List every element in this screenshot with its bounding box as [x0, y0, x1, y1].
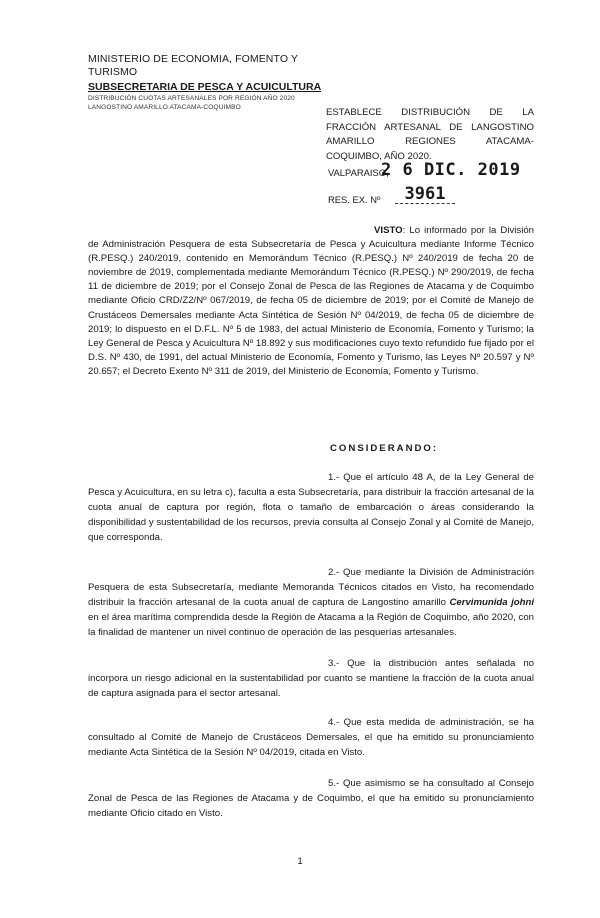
subsecretaria-name: SUBSECRETARIA DE PESCA Y ACUICULTURA — [88, 81, 322, 93]
letterhead — [88, 53, 348, 112]
letterhead-line-4: LANGOSTINO AMARILLO ATACAMA-COQUIMBO — [88, 104, 241, 111]
letterhead-line-3: DISTRIBUCIÓN CUOTAS ARTESANALES POR REGIÓN AÑO 2020 — [88, 95, 295, 102]
species-name: Cervimunida johni — [449, 597, 534, 608]
considerando-5: 5.- Que asimismo se ha consultado al Consejo Zonal de Pesca de las Regiones de Atacama y de Coquimbo, el que ha emitido su pronunciamiento mediante Oficio citado en Visto. — [88, 778, 534, 819]
visto-text: : Lo informado por la División de Administración Pesquera de esta Subsecretaría de Pesca y Acuicultura mediante Informe Técnico (R.PESQ.) 240/2019, contenido en Memorándum Técnico (R.PESQ.) Nº 240/2019 de fecha 20 de noviembre de 2019, complementada mediante Memorándum Técnico (R.PESQ.) Nº 290/2019, de fecha 11 de diciembre de 2019; por el Consejo Zonal de Pesca de las Regiones de Atacama y de Coquimbo mediante Oficio CRD/Z2/Nº 067/2019, de fecha 05 de diciembre de 2019; por el Comité de Manejo de Crustáceos Demersales mediante Acta Sintética de Sesión Nº 04/2019, de fecha 05 de diciembre de 2019; lo dispuesto en el D.F.L. Nº 5 de 1983, del actual Ministerio de Economía, Fomento y Turismo; la Ley General de Pesca y Acuicultura Nº 18.892 y sus modificaciones cuyo texto refundido fue fijado por el D.S. Nº 430, de 1991, del actual Ministerio de Economía, Fomento y Turismo, las Leyes Nº 20.597 y Nº 20.657; el Decreto Exento Nº 311 de 2019, del Ministerio de Economía, Fomento y Turismo. — [88, 225, 534, 377]
place-label: VALPARAISO, — [328, 167, 389, 178]
page-number: 1 — [297, 856, 303, 867]
visto-label: VISTO — [374, 225, 403, 236]
resolution-subject: ESTABLECE DISTRIBUCIÓN DE LA FRACCIÓN ARTESANAL DE LANGOSTINO AMARILLO REGIONES ATACAMA-COQUIMBO, AÑO 2020. — [326, 107, 534, 162]
considerando-2-text-b: en el área marítima comprendida desde la Región de Atacama a la Región de Coquimbo, año 2020, con la finalidad de mantener un nivel continuo de operación de las pesquerías artesanales. — [88, 612, 534, 638]
considerando-3: 3.- Que la distribución antes señalada no incorpora un riesgo adicional en la sustentabilidad por cuanto se mantiene la fracción de la cuota anual de captura asignada para el sector artesanal. — [88, 658, 534, 699]
considerando-heading: CONSIDERANDO: — [330, 443, 439, 454]
date-stamp: 2 6 DIC. 2019 — [381, 160, 521, 180]
resolution-label: RES. EX. Nº — [328, 194, 381, 205]
considerando-4: 4.- Que esta medida de administración, se ha consultado al Comité de Manejo de Crustáceos Demersales, el que ha emitido su pronunciamiento mediante Acta Sintética de la Sesión Nº 04/2019, citada en Visto. — [88, 717, 534, 758]
ministry-name: MINISTERIO DE ECONOMIA, FOMENTO Y TURISMO — [88, 53, 298, 78]
considerando-1: 1.- Que el artículo 48 A, de la Ley General de Pesca y Acuicultura, en su letra c), faculta a esta Subsecretaría, para distribuir la fracción artesanal de la cuota anual de captura por región, flota o tamaño de embarcación o áreas considerando la disponibilidad y sustentabilidad de los recursos, previa consulta al Consejo Zonal y al Comité de Manejo, que corresponda. — [88, 472, 534, 543]
visto-paragraph — [88, 224, 534, 379]
considerando-2 — [88, 565, 534, 640]
resolution-number: 3961 — [395, 185, 455, 204]
considerando-2-text-a: 2.- Que mediante la División de Administración Pesquera de esta Subsecretaría, mediante Memoranda Técnicos citados en Visto, ha recomendado distribuir la fracción artesanal de la cuota anual de captura de Langostino amarillo — [88, 567, 534, 608]
